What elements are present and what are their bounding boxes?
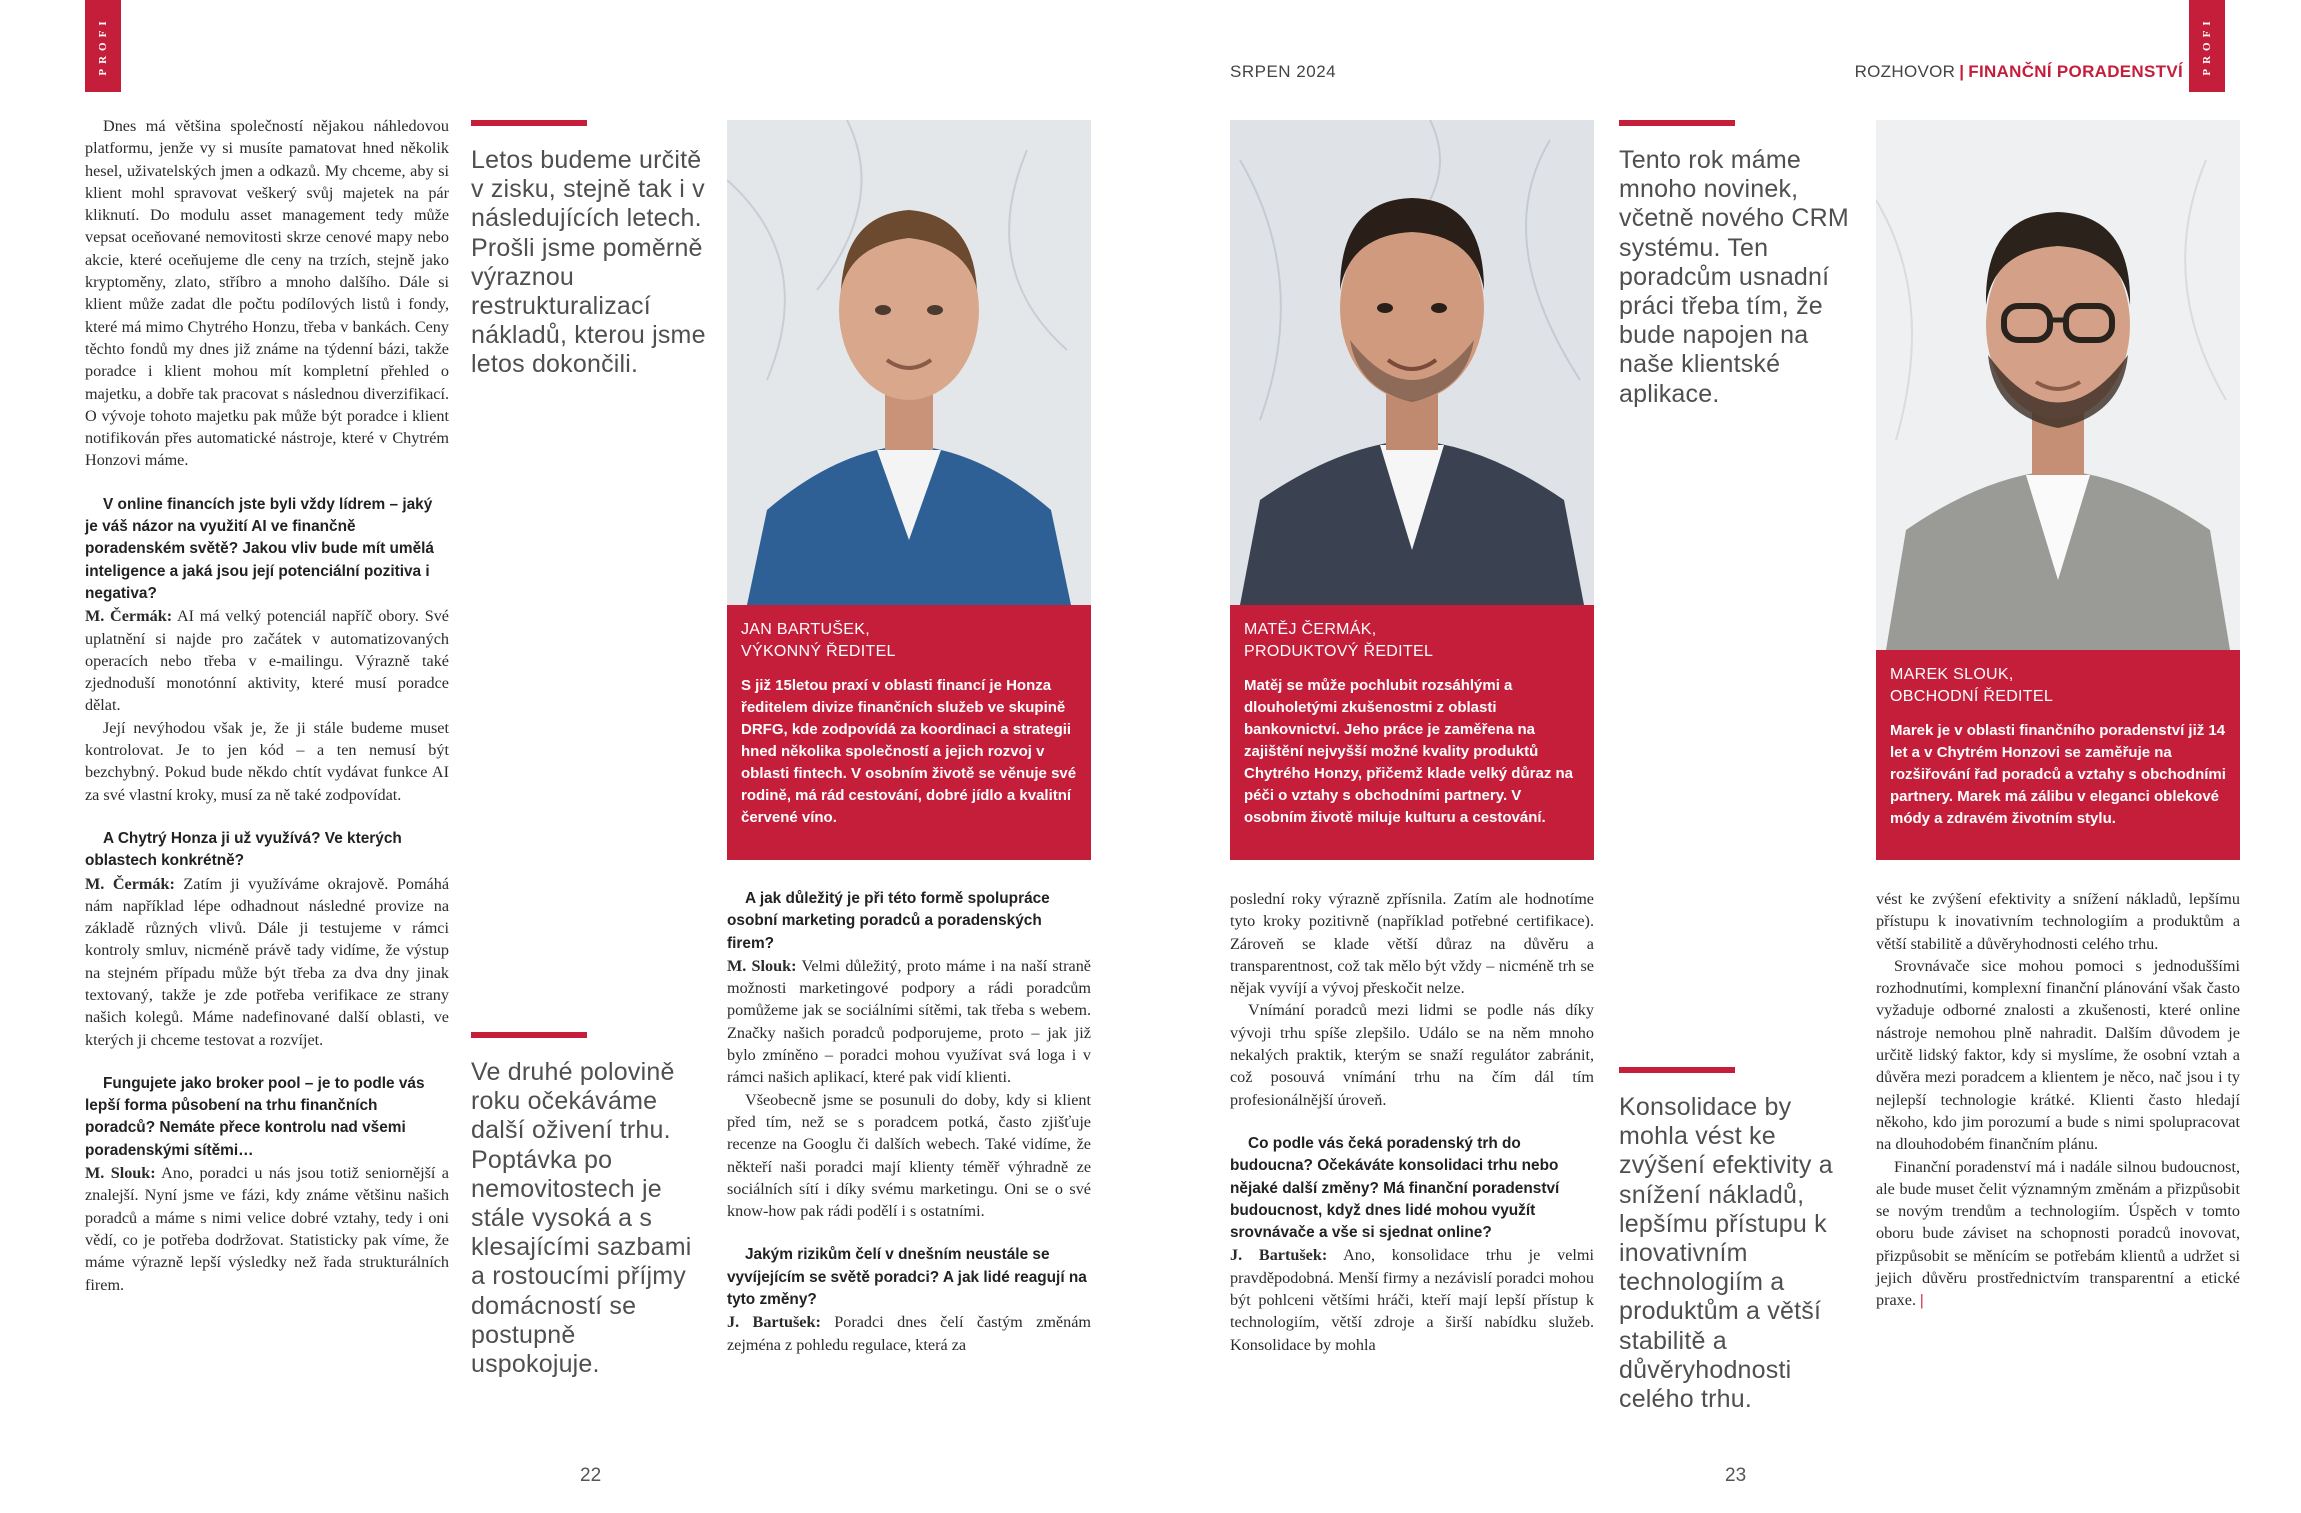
pull-quote: Ve druhé polovině roku očekáváme další oživení trhu. Poptávka po nemovitostech je stále vysoká a s klesajícími sazbami a rostoucími příjmy domácností se postupně uspokojuje. [471, 1058, 692, 1379]
speaker-name: J. Bartušek: [727, 1313, 821, 1332]
person-caption [1230, 605, 1594, 860]
portrait-photo-marek-slouk [1876, 120, 2240, 650]
answer-paragraph [727, 955, 1091, 1089]
running-header [1855, 62, 2183, 82]
interview-question: A jak důležitý je při této formě spolupráce osobní marketing poradců a poradenských firem? [727, 890, 1050, 952]
answer-paragraph [85, 1162, 449, 1296]
person-name-title: MAREK SLOUK, OBCHODNÍ ŘEDITEL [1890, 666, 2054, 705]
section-tab-right [2189, 0, 2225, 92]
person-caption [1876, 650, 2240, 860]
interview-question: A Chytrý Honza ji už využívá? Ve kterých oblastech konkrétně? [85, 829, 402, 870]
paragraph: Srovnávače sice mohou pomoci s jednoduššími rozhodnutími, komplexní finanční plánování však často vyžaduje odborné znalosti a zkušenosti, které online nástroje nemohou plně nahradit. Dalším důvodem je určitě lidský faktor, kdy si myslíme, že osobní vztah a důvěra mezi poradcem a klientem je něco, nač jsou i ty nejlepší technologie krátké. Klienti často hledají někoho, kdo jim porozumí a bude s nimi spolupracovat na dlouhodobém finančním plánu. [1876, 956, 2240, 1154]
person-name-title: MATĚJ ČERMÁK, PRODUKTOVÝ ŘEDITEL [1244, 621, 1434, 660]
paragraph: Její nevýhodou však je, že ji stále budeme muset kontrolovat. Je to jen kód – a ten nemusí být bezchybný. Pokud bude někdo chtít vydávat funkce AI za své vlastní kroky, musí za ně také zodpovídat. [85, 718, 449, 804]
header-topic: FINANČNÍ PORADENSTVÍ [1968, 62, 2183, 81]
paragraph: Všeobecně jsme se posunuli do doby, kdy si klient před tím, než se s poradcem potká, často zjišťuje recenze na Googlu či dalších webech. Také vidíme, že někteří naši poradci mají klienty téměř výhradně ze sociálních sítí i díky svému marketingu. Oni se o své know-how pak rádi podělí i s ostatními. [727, 1090, 1091, 1221]
portrait-photo-jan-bartusek [727, 120, 1091, 605]
article-column-6 [1876, 888, 2240, 1312]
paragraph [1876, 1156, 2240, 1312]
pull-quote-rule [471, 120, 587, 126]
answer-text: Zatím ji využíváme okrajově. Pomáhá nám například lépe odhadnout následné provize na základě různých vlivů. Dále ji testujeme v rámci kontroly smluv, nicméně právě tady vidíme, že výstup na stejném případu může být třeba za dva dny jinak textovaný, takže je zde potřeba verifikace ze strany našich kolegů. Máme nadefinované další oblasti, ve kterých ji chceme testovat a rozvíjet. [85, 874, 450, 1049]
answer-text: Ano, konsolidace trhu je velmi pravděpodobná. Menší firmy a nezávislí poradci mohou být pohlceni většími hráči, kteří mají lepší přístup k technologiím, větší zdroje a širší nabídku služeb. Konsolidace by mohla [1230, 1246, 1594, 1354]
interview-question: Fungujete jako broker pool – je to podle vás lepší forma působení na trhu finančních poradců? Nemáte přece kontrolu nad všemi poradenskými sítěmi… [85, 1074, 425, 1159]
answer-text: Poradci dnes čelí častým změnám zejména z pohledu regulace, která za [727, 1313, 1091, 1354]
answer-paragraph [85, 605, 449, 716]
pull-quote: Letos budeme určitě v zisku, stejně tak i v následujících letech. Prošli jsme poměrně výraznou restrukturalizací nákladů, kterou jsme letos dokončili. [471, 146, 706, 379]
section-tab-left [85, 0, 121, 92]
section-tab-label: PROFI [97, 16, 109, 76]
section-tab-label: PROFI [2201, 16, 2213, 76]
header-section: ROZHOVOR [1854, 62, 1956, 81]
answer-text: Ano, poradci u nás jsou totiž seniornější a znalejší. Nyní jsme ve fázi, kdy známe většinu našich poradců a máme s nimi velice dobré vztahy, tedy i oni vědí, co je potřeba dodržovat. Statisticky pak víme, že máme výrazně lepší výsledky než řada strukturálních firem. [85, 1164, 449, 1294]
pull-quote-rule [1619, 120, 1735, 126]
answer-paragraph [1230, 1244, 1594, 1355]
portrait-illustration [1876, 120, 2240, 650]
person-bio: S již 15letou praxí v oblasti financí je Honza ředitelem divize finančních služeb ve skupině DRFG, kde zodpovídá za koordinaci a strategii hned několika společností a jejich rozvoj v oblasti fintech. V osobním životě se věnuje své rodině, má rád cestování, dobré jídlo a kvalitní červené víno. [741, 677, 1077, 826]
speaker-name: M. Slouk: [727, 956, 797, 975]
paragraph: poslední roky výrazně zpřísnila. Zatím ale hodnotíme tyto kroky pozitivně (například potřebné certifikace). Zároveň se klade větší důraz na důvěru a transparentnost, což tak mělo být vždy – nicméně trh se nějak vyvíjí a vývoj přeskočit nelze. [1230, 890, 1594, 998]
portrait-illustration [727, 120, 1091, 605]
end-mark: | [1920, 1291, 1924, 1310]
answer-paragraph [727, 1311, 1091, 1356]
article-column-3 [727, 888, 1091, 1356]
portrait-illustration [1230, 120, 1594, 605]
page-number-left: 22 [580, 1465, 602, 1486]
interview-question: Jakým rizikům čelí v dnešním neustále se vyvíjejícím se světě poradci? A jak lidé reagují na tyto změny? [727, 1246, 1087, 1309]
speaker-name: J. Bartušek: [1230, 1246, 1328, 1265]
person-bio: Matěj se může pochlubit rozsáhlými a dlouholetými zkušenostmi z oblasti bankovnictví. Jeho práce je zaměřena na zajištění nejvyšší možné kvality produktů Chytrého Honzy, přičemž klade velký důraz na péči o vztahy s obchodními partnery. V osobním životě miluje kulturu a cestování. [1244, 677, 1573, 826]
paragraph: vést ke zvýšení efektivity a snížení nákladů, lepšímu přístupu k inovativním technologiím a produktům a větší stabilitě a důvěryhodnosti celého trhu. [1876, 890, 2240, 953]
speaker-name: M. Slouk: [85, 1164, 156, 1183]
interview-question: Co podle vás čeká poradenský trh do budoucna? Očekáváte konsolidaci trhu nebo nějaké další změny? Má finanční poradenství budoucnost, když dnes lidé mohou využít srovnávače a vše si sjednat online? [1230, 1134, 1560, 1242]
person-bio: Marek je v oblasti finančního poradenství již 14 let a v Chytrém Honzovi se zaměřuje na rozšiřování řad poradců a vztahy s obchodními partnery. Marek má zálibu v eleganci oblekové módy a zdravém životním stylu. [1890, 722, 2226, 827]
speaker-name: M. Čermák: [85, 607, 173, 626]
person-name-title: JAN BARTUŠEK, VÝKONNÝ ŘEDITEL [741, 621, 896, 660]
answer-paragraph [85, 873, 449, 1051]
interview-question: V online financích jste byli vždy lídrem – jaký je váš názor na využití AI ve finančně poradenském světě? Jakou vliv bude mít umělá inteligence a jaká jsou její potenciální pozitiva i negativa? [85, 495, 434, 602]
person-caption [727, 605, 1091, 860]
issue-date: SRPEN 2024 [1230, 62, 1337, 81]
article-column-1 [85, 115, 449, 1296]
paragraph: Dnes má většina společností nějakou náhledovou platformu, jenže vy si musíte pamatovat hned několik hesel, uživatelských jmen a odkazů. My chceme, aby si klient mohl spravovat veškerý svůj majetek na pár kliknutí. Do modulu asset management tedy může vepsat oceňované nemovitosti skrze cenové mapy nebo akcie, které oceňujeme dle ceny na trzích, stejně jako kryptoměny, zlato, stříbro a mnoho dalšího. Dále si klient může zadat dle počtu podílových listů i fondy, které má mimo Chytrého Honzu, třeba v bankách. Ceny těchto fondů my dnes již známe na týdenní bázi, takže poradce i klient mohou mít kompletní přehled o majetku, a dobře tak pracovat s následnou diverzifikací. O vývoje tohoto majetku pak může být poradce i klient notifikován přes automatické nástroje, které v Chytrém Honzovi máme. [85, 117, 449, 470]
pull-quote-rule [471, 1032, 587, 1038]
paragraph: Vnímání poradců mezi lidmi se podle nás díky vývoji trhu spíše zlepšilo. Událo se na něm mnoho nekalých praktik, kterým se snaží regulátor zabránit, což posouvá vnímání trhu na čím dál tím profesionálnější úroveň. [1230, 1001, 1594, 1109]
pull-quote-rule [1619, 1067, 1735, 1073]
portrait-photo-matej-cermak [1230, 120, 1594, 605]
speaker-name: M. Čermák: [85, 874, 175, 893]
answer-text: Velmi důležitý, proto máme i na naší straně možnosti marketingové podpory a rádi poradcům pomůžeme jak se sociálními sítěmi, tak třeba s webem. Značky našich poradců podporujeme, proto – jak již bylo zmíněno – poradci mohou využívat svá loga i v rámci našich aplikací, které pak vidí klienti. [727, 956, 1091, 1087]
article-column-4 [1230, 888, 1594, 1356]
page-number-right: 23 [1725, 1465, 1747, 1486]
paragraph-text: Finanční poradenství má i nadále silnou budoucnost, ale bude muset čelit významným změnám a přizpůsobit se novým trendům a technologiím. Úspěch v tomto oboru bude záviset na schopnosti poradců inovovat, přizpůsobit se měnícím se potřebám klientů a udržet si jejich důvěru prostřednictvím transparentní a etické praxe. [1876, 1157, 2240, 1310]
pull-quote: Konsolidace by mohla vést ke zvýšení efektivity a snížení nákladů, lepšímu přístupu k inovativním technologiím a produktům a větší stabilitě a důvěryhodnosti celého trhu. [1619, 1093, 1833, 1414]
header-separator: | [1959, 62, 1965, 81]
answer-text: AI má velký potenciál napříč obory. Své uplatnění si najde pro začátek v automatizovaných operacích nebo třeba v e-mailingu. Výrazně také zjednoduší monotónní aktivity, které musí poradce dělat. [85, 607, 449, 715]
pull-quote: Tento rok máme mnoho novinek, včetně nového CRM systému. Ten poradcům usnadní práci třeba tím, že bude napojen na naše klientské aplikace. [1619, 146, 1849, 408]
